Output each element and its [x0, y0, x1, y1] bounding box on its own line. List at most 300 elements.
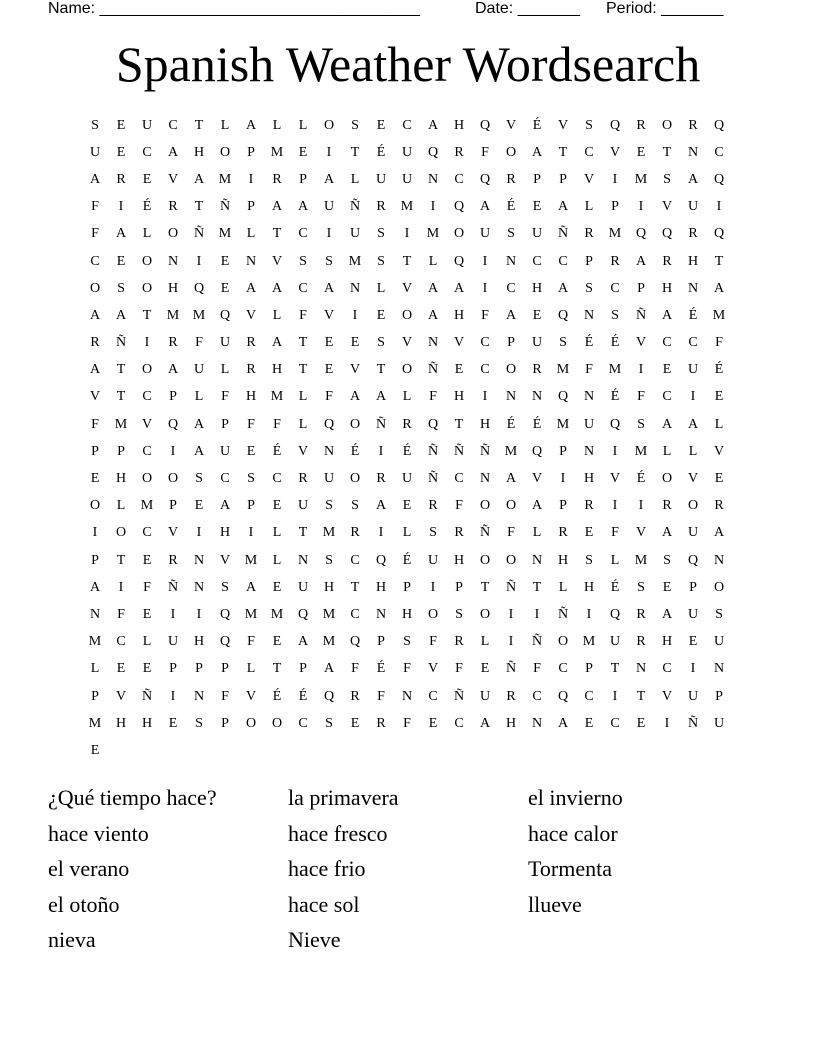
grid-letter[interactable]: L: [402, 389, 412, 405]
grid-letter[interactable]: Ñ: [479, 525, 491, 541]
grid-letter[interactable]: R: [688, 117, 698, 133]
grid-letter[interactable]: O: [141, 280, 153, 296]
grid-letter[interactable]: E: [116, 661, 126, 677]
grid-letter[interactable]: A: [245, 579, 257, 595]
grid-letter[interactable]: E: [584, 715, 594, 731]
grid-letter[interactable]: S: [585, 117, 593, 133]
grid-letter[interactable]: V: [661, 688, 673, 704]
grid-letter[interactable]: Ñ: [453, 688, 465, 704]
grid-letter[interactable]: I: [196, 525, 202, 541]
grid-letter[interactable]: O: [453, 226, 465, 242]
grid-letter[interactable]: C: [116, 634, 126, 650]
grid-letter[interactable]: A: [427, 307, 439, 323]
grid-letter[interactable]: V: [557, 117, 569, 133]
grid-letter[interactable]: V: [401, 280, 413, 296]
grid-letter[interactable]: S: [663, 171, 671, 187]
grid-letter[interactable]: A: [219, 498, 231, 514]
grid-letter[interactable]: I: [482, 389, 488, 405]
grid-letter[interactable]: E: [324, 362, 334, 378]
grid-letter[interactable]: U: [219, 335, 231, 351]
grid-letter[interactable]: Ñ: [505, 579, 517, 595]
grid-letter[interactable]: O: [401, 362, 413, 378]
grid-letter[interactable]: M: [712, 307, 726, 323]
grid-letter[interactable]: M: [218, 171, 232, 187]
grid-letter[interactable]: N: [297, 552, 309, 568]
grid-letter[interactable]: O: [505, 362, 517, 378]
grid-letter[interactable]: É: [610, 579, 620, 595]
grid-letter[interactable]: N: [375, 606, 387, 622]
grid-letter[interactable]: L: [220, 362, 230, 378]
grid-letter[interactable]: Q: [609, 117, 621, 133]
grid-letter[interactable]: Ñ: [427, 471, 439, 487]
grid-letter[interactable]: E: [298, 144, 308, 160]
grid-letter[interactable]: U: [89, 144, 101, 160]
grid-letter[interactable]: F: [455, 661, 463, 677]
grid-letter[interactable]: A: [193, 171, 205, 187]
grid-letter[interactable]: E: [168, 715, 178, 731]
grid-letter[interactable]: L: [298, 117, 308, 133]
grid-letter[interactable]: P: [377, 634, 385, 650]
grid-letter[interactable]: I: [118, 199, 124, 215]
grid-letter[interactable]: F: [611, 525, 619, 541]
grid-letter[interactable]: R: [714, 498, 724, 514]
grid-letter[interactable]: L: [272, 307, 282, 323]
grid-letter[interactable]: A: [193, 443, 205, 459]
grid-letter[interactable]: T: [298, 525, 308, 541]
grid-letter[interactable]: É: [506, 416, 516, 432]
grid-letter[interactable]: N: [89, 606, 101, 622]
grid-letter[interactable]: R: [662, 253, 672, 269]
grid-letter[interactable]: U: [297, 498, 309, 514]
grid-letter[interactable]: N: [167, 253, 179, 269]
grid-letter[interactable]: V: [427, 661, 439, 677]
grid-letter[interactable]: E: [142, 661, 152, 677]
grid-letter[interactable]: Q: [713, 117, 725, 133]
grid-letter[interactable]: V: [167, 171, 179, 187]
grid-letter[interactable]: É: [636, 471, 646, 487]
grid-letter[interactable]: E: [532, 307, 542, 323]
grid-letter[interactable]: L: [142, 226, 152, 242]
grid-letter[interactable]: E: [532, 199, 542, 215]
grid-letter[interactable]: F: [91, 416, 99, 432]
grid-letter[interactable]: Q: [219, 634, 231, 650]
grid-letter[interactable]: C: [454, 171, 464, 187]
grid-letter[interactable]: A: [661, 307, 673, 323]
grid-letter[interactable]: I: [144, 335, 150, 351]
grid-letter[interactable]: M: [504, 443, 518, 459]
grid-letter[interactable]: E: [194, 498, 204, 514]
grid-letter[interactable]: F: [481, 307, 489, 323]
grid-letter[interactable]: C: [142, 525, 152, 541]
grid-letter[interactable]: T: [194, 117, 204, 133]
grid-letter[interactable]: I: [326, 144, 332, 160]
grid-letter[interactable]: N: [323, 443, 335, 459]
grid-letter[interactable]: Ñ: [557, 226, 569, 242]
grid-letter[interactable]: O: [505, 144, 517, 160]
grid-letter[interactable]: A: [89, 362, 101, 378]
grid-letter[interactable]: U: [687, 199, 699, 215]
grid-letter[interactable]: P: [559, 443, 567, 459]
grid-letter[interactable]: R: [636, 117, 646, 133]
grid-letter[interactable]: I: [326, 226, 332, 242]
grid-letter[interactable]: C: [454, 471, 464, 487]
grid-letter[interactable]: T: [194, 199, 204, 215]
grid-letter[interactable]: M: [634, 171, 648, 187]
grid-letter[interactable]: V: [271, 253, 283, 269]
grid-letter[interactable]: T: [298, 362, 308, 378]
grid-letter[interactable]: É: [610, 335, 620, 351]
grid-letter[interactable]: E: [714, 389, 724, 405]
grid-letter[interactable]: L: [298, 389, 308, 405]
grid-letter[interactable]: I: [404, 226, 410, 242]
grid-letter[interactable]: T: [142, 307, 152, 323]
grid-letter[interactable]: O: [349, 471, 361, 487]
grid-letter[interactable]: L: [480, 634, 490, 650]
grid-letter[interactable]: F: [91, 199, 99, 215]
grid-letter[interactable]: C: [142, 144, 152, 160]
grid-letter[interactable]: E: [246, 443, 256, 459]
grid-letter[interactable]: L: [246, 661, 256, 677]
grid-letter[interactable]: V: [245, 688, 257, 704]
grid-letter[interactable]: O: [349, 416, 361, 432]
grid-letter[interactable]: N: [427, 171, 439, 187]
grid-letter[interactable]: A: [479, 715, 491, 731]
grid-letter[interactable]: H: [401, 606, 413, 622]
grid-letter[interactable]: C: [272, 471, 282, 487]
grid-letter[interactable]: O: [479, 498, 491, 514]
grid-letter[interactable]: T: [532, 579, 542, 595]
grid-letter[interactable]: O: [713, 579, 725, 595]
grid-letter[interactable]: L: [90, 661, 100, 677]
grid-letter[interactable]: S: [377, 253, 385, 269]
grid-letter[interactable]: N: [479, 471, 491, 487]
grid-letter[interactable]: O: [323, 117, 335, 133]
grid-letter[interactable]: R: [376, 471, 386, 487]
grid-letter[interactable]: E: [480, 661, 490, 677]
grid-letter[interactable]: R: [662, 498, 672, 514]
period-field[interactable]: Period: _______: [606, 0, 724, 17]
grid-letter[interactable]: I: [248, 171, 254, 187]
grid-letter[interactable]: Q: [167, 416, 179, 432]
grid-letter[interactable]: F: [91, 226, 99, 242]
grid-letter[interactable]: T: [116, 389, 126, 405]
grid-letter[interactable]: Ñ: [557, 606, 569, 622]
grid-letter[interactable]: O: [505, 498, 517, 514]
grid-letter[interactable]: Q: [661, 226, 673, 242]
grid-letter[interactable]: S: [585, 280, 593, 296]
grid-letter[interactable]: E: [142, 552, 152, 568]
grid-letter[interactable]: É: [584, 335, 594, 351]
grid-letter[interactable]: V: [661, 199, 673, 215]
grid-letter[interactable]: I: [612, 688, 618, 704]
grid-letter[interactable]: C: [480, 335, 490, 351]
grid-letter[interactable]: M: [322, 606, 336, 622]
grid-letter[interactable]: A: [661, 416, 673, 432]
grid-letter[interactable]: I: [248, 525, 254, 541]
grid-letter[interactable]: C: [298, 226, 308, 242]
grid-letter[interactable]: T: [662, 144, 672, 160]
grid-letter[interactable]: S: [325, 715, 333, 731]
grid-letter[interactable]: P: [221, 715, 229, 731]
grid-letter[interactable]: A: [453, 280, 465, 296]
grid-letter[interactable]: Ñ: [375, 416, 387, 432]
grid-letter[interactable]: H: [557, 552, 569, 568]
grid-letter[interactable]: A: [193, 416, 205, 432]
grid-letter[interactable]: N: [687, 144, 699, 160]
grid-letter[interactable]: U: [713, 715, 725, 731]
grid-letter[interactable]: T: [480, 579, 490, 595]
grid-letter[interactable]: F: [247, 634, 255, 650]
grid-letter[interactable]: R: [90, 335, 100, 351]
grid-letter[interactable]: T: [350, 144, 360, 160]
grid-letter[interactable]: I: [560, 471, 566, 487]
grid-letter[interactable]: C: [714, 144, 724, 160]
grid-letter[interactable]: H: [141, 715, 153, 731]
grid-letter[interactable]: O: [89, 280, 101, 296]
grid-letter[interactable]: F: [325, 389, 333, 405]
grid-letter[interactable]: O: [219, 144, 231, 160]
grid-letter[interactable]: C: [350, 552, 360, 568]
grid-letter[interactable]: V: [609, 144, 621, 160]
grid-letter[interactable]: C: [662, 661, 672, 677]
grid-letter[interactable]: V: [505, 117, 517, 133]
grid-letter[interactable]: P: [299, 661, 307, 677]
grid-letter[interactable]: I: [586, 606, 592, 622]
grid-letter[interactable]: I: [92, 525, 98, 541]
grid-letter[interactable]: U: [401, 471, 413, 487]
grid-letter[interactable]: A: [297, 199, 309, 215]
grid-letter[interactable]: Q: [323, 688, 335, 704]
grid-letter[interactable]: A: [531, 498, 543, 514]
grid-letter[interactable]: I: [690, 389, 696, 405]
grid-letter[interactable]: F: [637, 389, 645, 405]
grid-letter[interactable]: S: [507, 226, 515, 242]
grid-letter[interactable]: L: [350, 171, 360, 187]
grid-letter[interactable]: P: [455, 579, 463, 595]
grid-letter[interactable]: V: [349, 362, 361, 378]
grid-letter[interactable]: F: [507, 525, 515, 541]
grid-letter[interactable]: M: [608, 362, 622, 378]
grid-letter[interactable]: O: [661, 471, 673, 487]
grid-letter[interactable]: I: [430, 579, 436, 595]
grid-letter[interactable]: A: [167, 144, 179, 160]
grid-letter[interactable]: P: [91, 688, 99, 704]
grid-letter[interactable]: S: [637, 579, 645, 595]
grid-letter[interactable]: H: [115, 715, 127, 731]
grid-letter[interactable]: U: [609, 634, 621, 650]
grid-letter[interactable]: S: [351, 117, 359, 133]
grid-letter[interactable]: N: [531, 389, 543, 405]
grid-letter[interactable]: E: [428, 715, 438, 731]
grid-letter[interactable]: P: [117, 443, 125, 459]
grid-letter[interactable]: P: [559, 171, 567, 187]
grid-letter[interactable]: P: [169, 389, 177, 405]
grid-letter[interactable]: Ñ: [479, 443, 491, 459]
grid-letter[interactable]: Ñ: [193, 226, 205, 242]
grid-letter[interactable]: L: [298, 416, 308, 432]
grid-letter[interactable]: E: [116, 144, 126, 160]
grid-letter[interactable]: U: [583, 416, 595, 432]
grid-letter[interactable]: O: [479, 552, 491, 568]
grid-letter[interactable]: H: [115, 471, 127, 487]
grid-letter[interactable]: P: [247, 199, 255, 215]
grid-letter[interactable]: É: [350, 443, 360, 459]
grid-letter[interactable]: I: [482, 253, 488, 269]
grid-letter[interactable]: É: [714, 362, 724, 378]
grid-letter[interactable]: R: [506, 688, 516, 704]
grid-letter[interactable]: H: [453, 117, 465, 133]
grid-letter[interactable]: P: [221, 416, 229, 432]
grid-letter[interactable]: F: [195, 335, 203, 351]
grid-letter[interactable]: T: [714, 253, 724, 269]
grid-letter[interactable]: P: [247, 144, 255, 160]
grid-letter[interactable]: I: [612, 498, 618, 514]
grid-letter[interactable]: E: [116, 253, 126, 269]
grid-letter[interactable]: O: [661, 117, 673, 133]
grid-letter[interactable]: É: [376, 661, 386, 677]
grid-letter[interactable]: L: [558, 579, 568, 595]
grid-letter[interactable]: H: [531, 280, 543, 296]
grid-letter[interactable]: H: [453, 307, 465, 323]
grid-letter[interactable]: T: [350, 579, 360, 595]
grid-letter[interactable]: P: [91, 443, 99, 459]
grid-letter[interactable]: P: [507, 335, 515, 351]
grid-letter[interactable]: Q: [323, 416, 335, 432]
grid-letter[interactable]: I: [170, 443, 176, 459]
grid-letter[interactable]: L: [610, 552, 620, 568]
grid-letter[interactable]: R: [454, 634, 464, 650]
grid-letter[interactable]: H: [583, 579, 595, 595]
grid-letter[interactable]: I: [638, 498, 644, 514]
grid-letter[interactable]: R: [636, 634, 646, 650]
grid-letter[interactable]: P: [403, 579, 411, 595]
grid-letter[interactable]: I: [378, 525, 384, 541]
grid-letter[interactable]: R: [506, 171, 516, 187]
grid-letter[interactable]: R: [610, 253, 620, 269]
grid-letter[interactable]: V: [323, 307, 335, 323]
grid-letter[interactable]: S: [715, 606, 723, 622]
grid-letter[interactable]: P: [559, 498, 567, 514]
grid-letter[interactable]: S: [221, 579, 229, 595]
grid-letter[interactable]: R: [428, 498, 438, 514]
grid-letter[interactable]: Q: [297, 606, 309, 622]
grid-letter[interactable]: F: [273, 416, 281, 432]
grid-letter[interactable]: Q: [349, 634, 361, 650]
grid-letter[interactable]: P: [585, 661, 593, 677]
grid-letter[interactable]: L: [428, 253, 438, 269]
grid-letter[interactable]: Ñ: [115, 335, 127, 351]
grid-letter[interactable]: I: [482, 280, 488, 296]
grid-letter[interactable]: O: [479, 606, 491, 622]
grid-letter[interactable]: L: [584, 199, 594, 215]
grid-letter[interactable]: U: [427, 552, 439, 568]
grid-letter[interactable]: U: [713, 634, 725, 650]
grid-letter[interactable]: F: [247, 416, 255, 432]
grid-letter[interactable]: E: [272, 634, 282, 650]
grid-letter[interactable]: É: [402, 443, 412, 459]
grid-letter[interactable]: A: [245, 117, 257, 133]
grid-letter[interactable]: A: [271, 280, 283, 296]
grid-letter[interactable]: E: [142, 171, 152, 187]
grid-letter[interactable]: C: [584, 144, 594, 160]
grid-letter[interactable]: V: [219, 552, 231, 568]
grid-letter[interactable]: L: [402, 525, 412, 541]
grid-letter[interactable]: É: [610, 389, 620, 405]
grid-letter[interactable]: V: [167, 525, 179, 541]
grid-letter[interactable]: F: [403, 661, 411, 677]
grid-letter[interactable]: V: [453, 335, 465, 351]
grid-letter[interactable]: I: [612, 171, 618, 187]
grid-letter[interactable]: P: [689, 579, 697, 595]
grid-letter[interactable]: R: [636, 606, 646, 622]
grid-letter[interactable]: U: [401, 144, 413, 160]
grid-letter[interactable]: H: [505, 715, 517, 731]
grid-letter[interactable]: C: [610, 280, 620, 296]
grid-letter[interactable]: A: [375, 498, 387, 514]
grid-letter[interactable]: A: [323, 661, 335, 677]
grid-letter[interactable]: N: [245, 253, 257, 269]
grid-letter[interactable]: H: [375, 579, 387, 595]
grid-letter[interactable]: Q: [453, 199, 465, 215]
grid-letter[interactable]: Q: [427, 144, 439, 160]
grid-letter[interactable]: S: [195, 715, 203, 731]
grid-letter[interactable]: H: [193, 634, 205, 650]
name-field[interactable]: Name: ____________________________________: [48, 0, 420, 17]
grid-letter[interactable]: A: [297, 634, 309, 650]
grid-letter[interactable]: Q: [219, 606, 231, 622]
grid-letter[interactable]: M: [218, 226, 232, 242]
grid-letter[interactable]: N: [713, 552, 725, 568]
grid-letter[interactable]: F: [715, 335, 723, 351]
grid-letter[interactable]: A: [427, 280, 439, 296]
grid-letter[interactable]: M: [608, 226, 622, 242]
grid-letter[interactable]: R: [688, 226, 698, 242]
grid-letter[interactable]: S: [325, 552, 333, 568]
grid-letter[interactable]: C: [662, 335, 672, 351]
grid-letter[interactable]: P: [169, 498, 177, 514]
grid-letter[interactable]: É: [532, 416, 542, 432]
grid-letter[interactable]: Q: [609, 606, 621, 622]
grid-letter[interactable]: S: [325, 253, 333, 269]
grid-letter[interactable]: I: [170, 606, 176, 622]
grid-letter[interactable]: L: [116, 498, 126, 514]
grid-letter[interactable]: C: [558, 253, 568, 269]
grid-letter[interactable]: Q: [219, 307, 231, 323]
grid-letter[interactable]: R: [168, 335, 178, 351]
grid-letter[interactable]: A: [271, 335, 283, 351]
grid-letter[interactable]: Ñ: [635, 307, 647, 323]
grid-letter[interactable]: A: [115, 307, 127, 323]
grid-letter[interactable]: A: [557, 280, 569, 296]
grid-letter[interactable]: I: [508, 634, 514, 650]
grid-letter[interactable]: Q: [479, 117, 491, 133]
grid-letter[interactable]: T: [558, 144, 568, 160]
grid-letter[interactable]: U: [323, 199, 335, 215]
grid-letter[interactable]: F: [429, 389, 437, 405]
grid-letter[interactable]: F: [221, 389, 229, 405]
grid-letter[interactable]: P: [715, 688, 723, 704]
grid-letter[interactable]: N: [193, 552, 205, 568]
grid-letter[interactable]: U: [193, 362, 205, 378]
grid-letter[interactable]: F: [377, 688, 385, 704]
grid-letter[interactable]: R: [298, 471, 308, 487]
grid-letter[interactable]: O: [687, 498, 699, 514]
grid-letter[interactable]: V: [583, 171, 595, 187]
grid-letter[interactable]: A: [557, 199, 569, 215]
grid-letter[interactable]: F: [351, 661, 359, 677]
grid-letter[interactable]: N: [505, 389, 517, 405]
grid-letter[interactable]: C: [532, 688, 542, 704]
